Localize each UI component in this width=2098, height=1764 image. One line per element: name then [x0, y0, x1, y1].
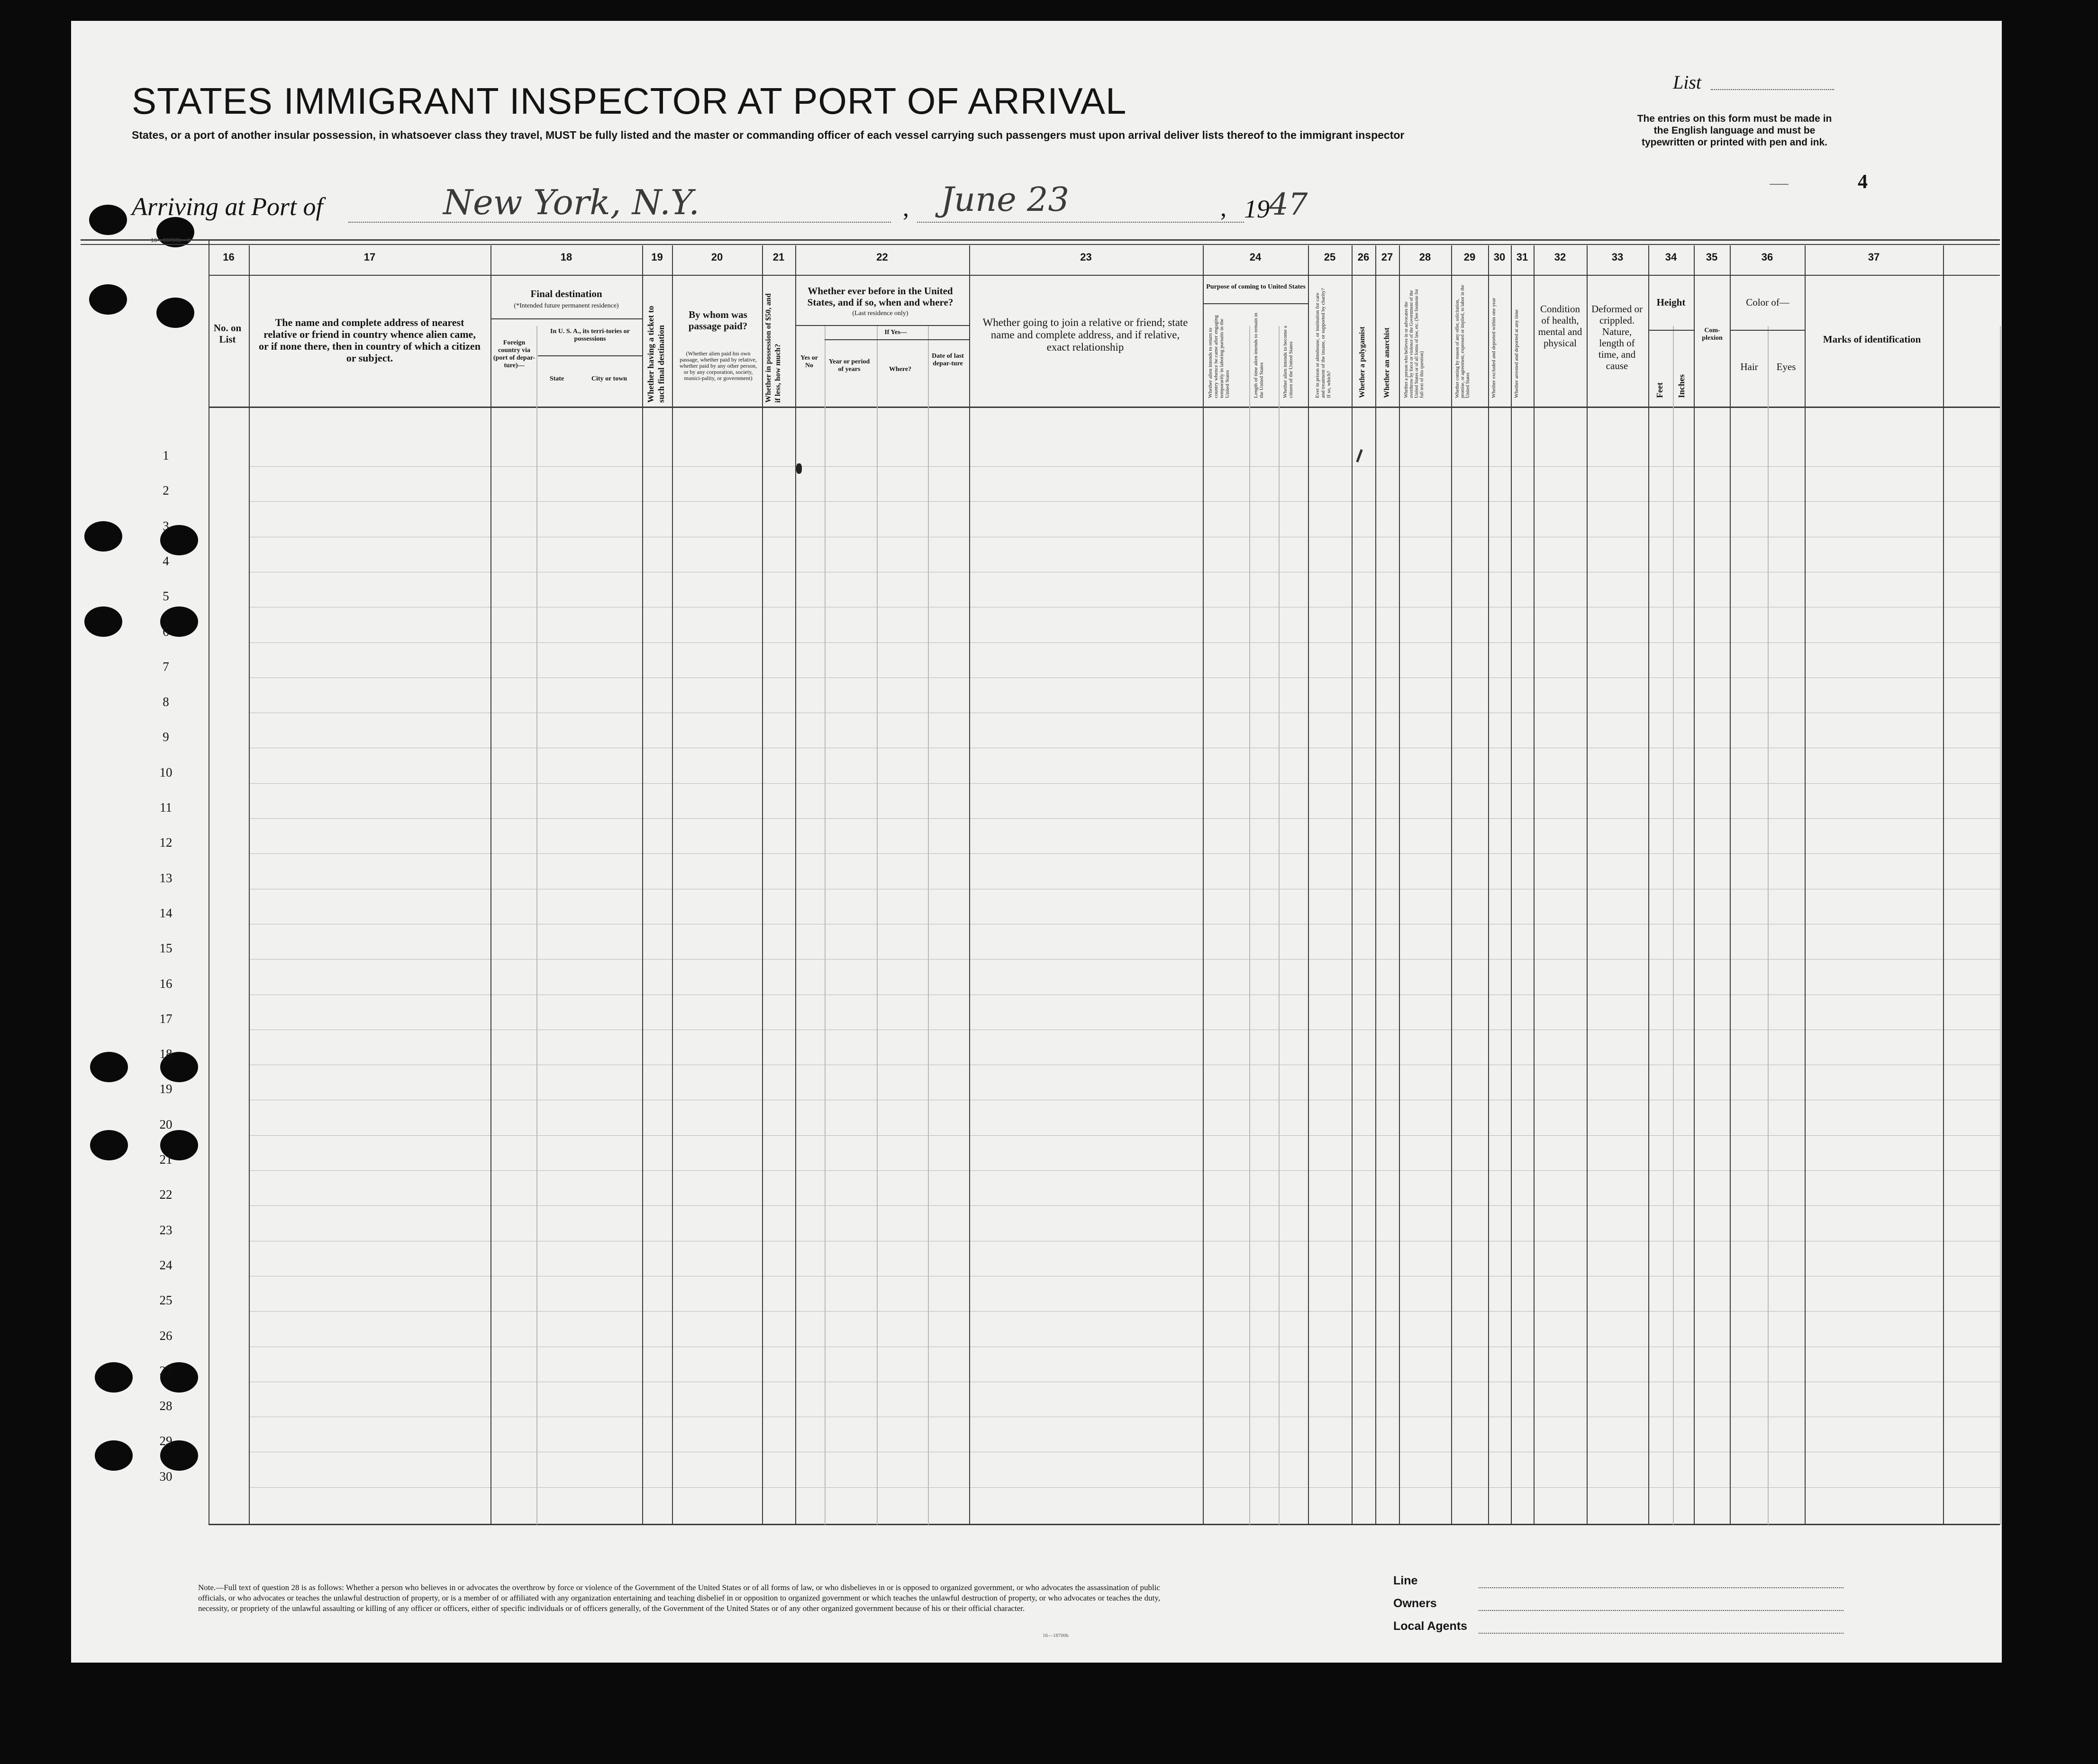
column-number-24: 24: [1249, 251, 1262, 263]
header-c34-inches: Inches: [1677, 374, 1686, 398]
header-c28: Whether a person who believes in or advocates the overthrow by force or violence of the Government of the United States or of all forms of law, etc. (See footnote for full text of this question): [1404, 289, 1425, 398]
column-divider: [1534, 245, 1535, 1525]
column-divider: [1451, 245, 1452, 1525]
row-rule: [249, 818, 2000, 819]
column-divider: [1203, 245, 1204, 1525]
column-divider: [1488, 245, 1489, 1525]
header-c22-yesno: Yes or No: [800, 354, 818, 369]
header-c36-eyes: Eyes: [1776, 361, 1796, 372]
column-divider: [1375, 245, 1376, 1525]
list-rule: [1711, 89, 1834, 90]
header-c18-city: City or town: [591, 375, 627, 382]
column-divider: [672, 245, 673, 1525]
column-divider: [1249, 326, 1250, 1525]
column-divider: [536, 326, 537, 1525]
row-number-1: 1: [163, 448, 169, 462]
column-number-32: 32: [1554, 251, 1566, 263]
owners-label: Owners: [1393, 1597, 1437, 1610]
row-number-17: 17: [159, 1011, 173, 1026]
column-divider: [928, 326, 929, 1525]
row-number-6: 6: [163, 624, 169, 639]
arriving-label: Arriving at Port of: [132, 192, 323, 221]
pen-mark: [1770, 184, 1789, 185]
header-c33: Deformed or crippled. Nature, length of time, and cause: [1591, 303, 1643, 371]
form-title: STATES IMMIGRANT INSPECTOR AT PORT OF ARRIVAL: [132, 80, 1127, 122]
column-number-34: 34: [1665, 251, 1677, 263]
column-divider: [2000, 326, 2001, 1525]
header-bottom-rule: [209, 407, 2000, 408]
column-number-22: 22: [876, 251, 888, 263]
column-number-30: 30: [1493, 251, 1506, 263]
header-c22-where: Where?: [889, 366, 912, 373]
local-agents-rule: [1479, 1633, 1844, 1634]
row-number-21: 21: [159, 1152, 173, 1167]
row-number-24: 24: [159, 1257, 173, 1272]
owners-rule: [1479, 1610, 1844, 1611]
row-number-15: 15: [159, 941, 173, 956]
c36-rule: [1731, 330, 1805, 331]
port-handwritten: New York, N.Y.: [443, 182, 699, 222]
year-prefix: 19: [1244, 195, 1270, 223]
line-label: Line: [1393, 1574, 1418, 1587]
row-number-22: 22: [159, 1187, 173, 1202]
header-c18-title: Final destination: [530, 288, 602, 299]
header-c22-date: Date of last depar-ture: [932, 353, 964, 367]
header-c31: Whether arrested and deported at any time: [1514, 309, 1519, 398]
column-divider: [762, 245, 763, 1525]
ink-mark: [796, 463, 802, 474]
column-number-17: 17: [363, 251, 376, 263]
colnum-rule: [209, 275, 2000, 276]
c18-usa-rule: [538, 355, 642, 356]
column-divider: [1308, 245, 1309, 1525]
row-number-5: 5: [163, 589, 169, 604]
header-c35: Com-plexion: [1702, 327, 1723, 342]
header-c18-sub: (*Intended future permanent residence): [514, 302, 619, 309]
column-divider: [825, 326, 826, 1525]
header-c20: By whom was passage paid?: [688, 309, 748, 332]
punch-hole-upper-left: [89, 284, 127, 315]
punch-hole-left: [95, 1440, 133, 1471]
column-divider: [1805, 245, 1806, 1525]
column-number-26: 26: [1357, 251, 1370, 263]
row-number-30: 30: [159, 1469, 173, 1484]
header-c27: Whether an anarchist: [1383, 327, 1391, 398]
column-divider: [490, 245, 491, 1525]
header-c20-sub: (Whether alien paid his own passage, whether paid by relative, whether paid by any other person, or by any corporation, society, munici-pality, or government): [679, 350, 757, 381]
column-divider: [1399, 245, 1400, 1525]
form-subtitle: States, or a port of another insular possession, in whatsoever class they travel, MUST be fully listed and the master or commanding officer of each vessel carrying such passengers must upon arrival deliver lists thereof to the immigrant inspector: [132, 129, 1405, 141]
row-rule: [249, 466, 2000, 467]
header-c23: Whether going to join a relative or friend; state name and complete address, and if relative, exact relationship: [982, 317, 1188, 353]
c34-rule: [1648, 330, 1694, 331]
header-c16: No. on List: [213, 322, 242, 345]
row-number-9: 9: [163, 730, 169, 744]
row-rule: [249, 642, 2000, 643]
column-number-23: 23: [1080, 251, 1092, 263]
column-divider: [877, 326, 878, 1525]
row-number-27: 27: [159, 1363, 173, 1378]
row-number-19: 19: [159, 1082, 173, 1096]
row-number-12: 12: [159, 835, 173, 850]
column-number-20: 20: [711, 251, 723, 263]
row-rule: [249, 501, 2000, 502]
header-c19: Whether having a ticket to such final destination: [646, 306, 666, 403]
row-number-10: 10: [159, 765, 173, 779]
row-rule: [249, 853, 2000, 854]
row-number-23: 23: [159, 1222, 173, 1237]
column-number-35: 35: [1706, 251, 1718, 263]
header-c26: Whether a polygamist: [1358, 326, 1366, 398]
row-number-7: 7: [163, 659, 169, 674]
row-number-18: 18: [159, 1047, 173, 1061]
punch-hole-left: [90, 1052, 128, 1082]
row-number-8: 8: [163, 695, 169, 709]
row-rule: [249, 1487, 2000, 1488]
row-number-11: 11: [160, 800, 172, 814]
c24-rule: [1203, 303, 1308, 304]
date-handwritten: June 23: [941, 180, 1069, 219]
header-c32: Condition of health, mental and physical: [1538, 303, 1582, 349]
column-number-33: 33: [1611, 251, 1624, 263]
header-c24-c: Whether alien intends to become a citizen of the United States: [1282, 326, 1294, 398]
column-divider: [1279, 326, 1280, 1525]
sheet-number: 4: [1858, 171, 1868, 193]
table-top-rule: [81, 239, 2000, 241]
footnote-question-28: Note.—Full text of question 28 is as follows: Whether a person who believes in or advocates the overthrow by force or violence of the Government of the United States or of all forms of law, or who disbelieves in or is opposed to organized government, or who advocates the assassination of public officials, or who advocates or teaches the unlawful destruction of property, or is a member of or affiliated with any organization entertaining and teaching disbelief in or opposition to organized government or which teaches the unlawful destruction of property, or who advocates or teaches the duty, necessity, or propriety of the unlawful assaulting or killing of any officer or officers, either of specific individuals or of officers generally, of the Government of the United States or of any other organized government because of his or their official character.: [198, 1583, 1160, 1613]
column-number-31: 31: [1516, 251, 1528, 263]
punch-hole-left: [84, 521, 122, 552]
column-divider: [1648, 245, 1649, 1525]
column-divider: [1511, 245, 1512, 1525]
row-number-13: 13: [159, 870, 173, 885]
comma: ,: [1220, 195, 1226, 222]
header-c36: Color of—: [1746, 297, 1789, 308]
punch-hole-top-left: [89, 205, 127, 235]
column-divider: [1352, 245, 1353, 1525]
column-number-36: 36: [1761, 251, 1773, 263]
row-number-4: 4: [163, 553, 169, 568]
punch-hole-left: [95, 1362, 133, 1393]
row-number-20: 20: [159, 1117, 173, 1131]
row-rule: [249, 1205, 2000, 1206]
header-c22-sub: (Last residence only): [852, 310, 908, 317]
row-number-28: 28: [159, 1399, 173, 1413]
header-c29: Whether coming by reason of any offer, solicitation, promise, or agreement, expressed or implied, to labor in the United States: [1455, 285, 1471, 398]
column-number-19: 19: [651, 251, 663, 263]
column-divider: [1768, 326, 1769, 1525]
c22-rule: [825, 339, 969, 340]
row-number-2: 2: [163, 483, 169, 498]
row-number-16: 16: [159, 976, 173, 991]
column-divider: [642, 245, 643, 1525]
row-number-26: 26: [159, 1328, 173, 1343]
row-rule: [249, 1311, 2000, 1312]
column-divider: [1730, 245, 1731, 1525]
table-top-rule: [81, 244, 2000, 245]
column-number-27: 27: [1381, 251, 1393, 263]
punch-hole-upper-right: [156, 298, 194, 328]
year-handwritten: 47: [1269, 187, 1308, 222]
column-number-29: 29: [1463, 251, 1476, 263]
column-number-16: 16: [223, 251, 235, 263]
column-number-18: 18: [560, 251, 572, 263]
footnote-code: 16—18700b: [1043, 1633, 1069, 1638]
row-rule: [249, 1170, 2000, 1171]
column-divider: [1587, 245, 1588, 1525]
row-rule: [249, 783, 2000, 784]
row-number-14: 14: [159, 905, 173, 920]
column-divider: [1943, 245, 1944, 1525]
form-instructions: The entries on this form must be made in the English language and must be typewritten or printed with pen and ink.: [1637, 113, 1832, 148]
header-c24-title: Purpose of coming to United States: [1206, 283, 1306, 290]
column-number-21: 21: [772, 251, 785, 263]
row-rule: [249, 1135, 2000, 1136]
column-divider: [1673, 326, 1674, 1525]
row-number-3: 3: [163, 518, 169, 533]
header-c18-foreign: Foreign country via (port of depar-ture)—: [493, 339, 536, 369]
header-c24-a: Whether alien intends to return to country whence he came after engaging temporarily in laboring pursuits in the United States: [1208, 315, 1230, 398]
header-c24-b: Length of time alien intends to remain in the United States: [1253, 313, 1264, 398]
column-number-28: 28: [1419, 251, 1431, 263]
column-number-37: 37: [1868, 251, 1880, 263]
header-c37: Marks of identification: [1823, 334, 1921, 345]
column-divider: [969, 245, 970, 1525]
header-c30: Whether excluded and deported within one year: [1491, 298, 1497, 398]
punch-hole-left: [90, 1130, 128, 1160]
header-c34-feet: Feet: [1655, 382, 1664, 398]
date-rule: [917, 222, 1244, 223]
header-c21: Whether in possession of $50, and if less, how much?: [764, 293, 782, 403]
header-c22-title: Whether ever before in the United States, and if so, when and where?: [807, 285, 954, 308]
line-rule: [1479, 1587, 1844, 1588]
column-divider: [795, 245, 796, 1525]
comma: ,: [903, 195, 909, 222]
c22-rule: [796, 325, 969, 326]
header-c25: Ever in prison or almshouse, or institution for care and treatment of the insane, or supported by charity? If so, which?: [1315, 288, 1332, 398]
table-bottom-rule: [209, 1524, 2000, 1525]
header-c18-usa: In U. S. A., its terri-tories or possessions: [550, 328, 630, 343]
header-c22-ifyes: If Yes—: [884, 329, 907, 336]
header-c36-hair: Hair: [1740, 361, 1758, 372]
local-agents-label: Local Agents: [1393, 1619, 1468, 1633]
column-divider: [1694, 245, 1695, 1525]
punch-hole-left: [84, 606, 122, 637]
c18-sub-rule: [490, 318, 642, 319]
row-number-29: 29: [159, 1434, 173, 1448]
header-c17: The name and complete address of nearest relative or friend in country whence alien came, or if none there, then in country of which a citizen or subject.: [259, 317, 481, 364]
list-label: List: [1673, 72, 1702, 93]
port-rule: [348, 222, 891, 223]
header-c22-years: Year or period of years: [828, 358, 870, 373]
column-number-25: 25: [1324, 251, 1336, 263]
header-c18-state: State: [549, 375, 564, 382]
column-divider: [249, 245, 250, 1525]
header-c34: Height: [1656, 297, 1686, 308]
row-number-25: 25: [159, 1293, 173, 1308]
